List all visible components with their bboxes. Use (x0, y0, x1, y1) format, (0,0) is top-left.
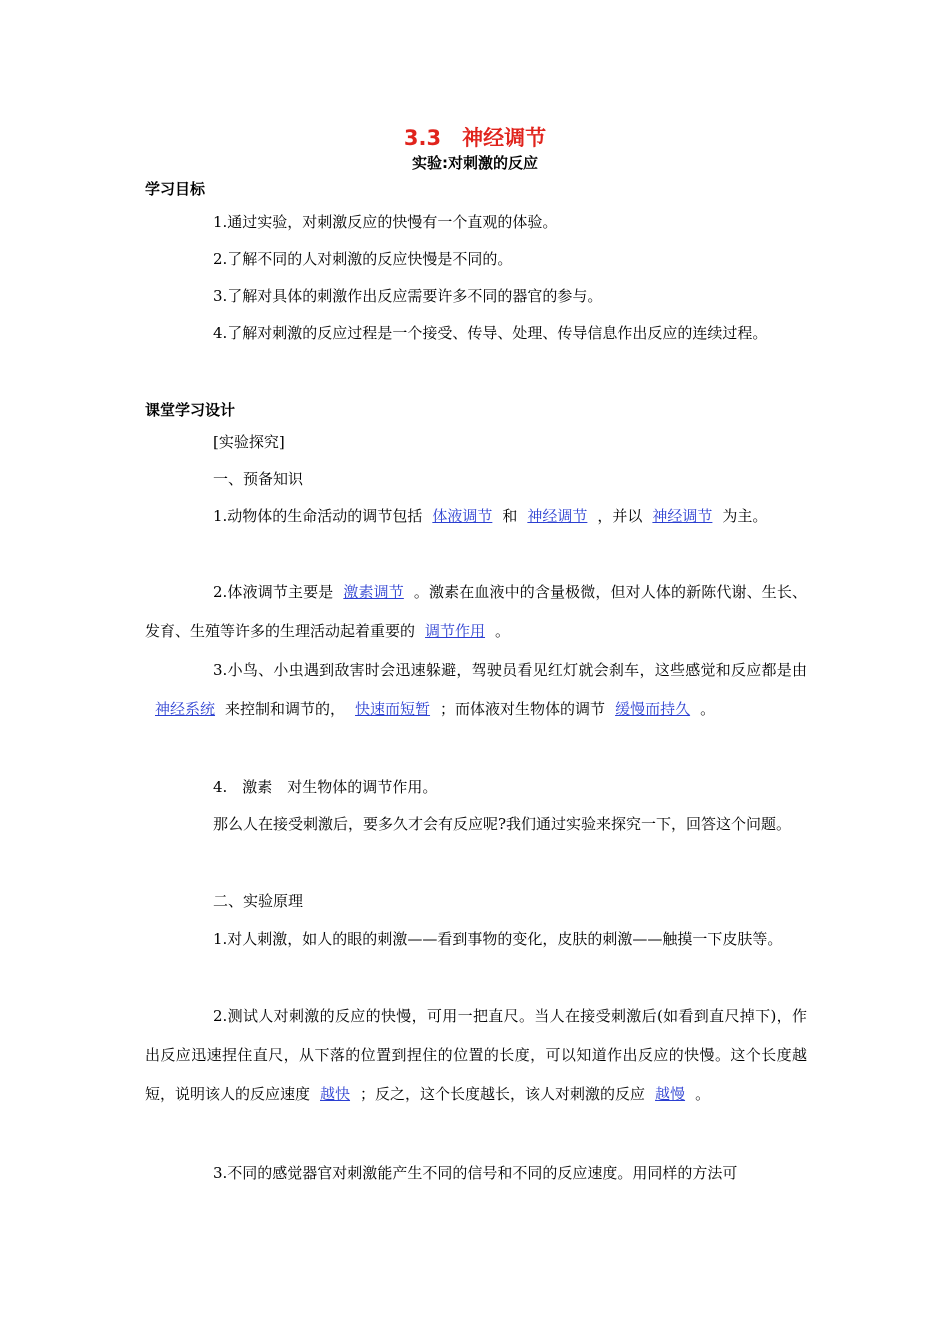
answer-blank: 体液调节 (432, 507, 493, 525)
page-subtitle: 实验:对刺激的反应 (412, 154, 538, 172)
answer-blank: 快速而短暂 (355, 700, 431, 718)
text-segment: 。 (495, 622, 511, 640)
inquiry-label: [实验探究] (213, 433, 285, 451)
goal-item: 4.了解对刺激的反应过程是一个接受、传导、处理、传导信息作出反应的连续过程。 (213, 324, 768, 342)
answer-blank: 神经调节 (527, 507, 588, 525)
answer-blank: 越慢 (655, 1085, 686, 1103)
text-segment: ，并以 (597, 507, 643, 525)
text-segment: 。 (700, 700, 716, 718)
answer-blank: 激素调节 (343, 583, 404, 601)
text-segment: ；反之，这个长度越长，该人对刺激的反应 (360, 1085, 646, 1103)
goal-item: 2.了解不同的人对刺激的反应快慢是不同的。 (213, 250, 513, 268)
answer-blank: 缓慢而持久 (615, 700, 691, 718)
question-4: 4. 激素 对生物体的调节作用。 (213, 778, 438, 796)
question-2 (145, 573, 807, 651)
question-3 (145, 651, 807, 729)
part-heading: 一、预备知识 (213, 470, 304, 488)
text-segment: 和 (502, 507, 518, 525)
page-title: 3.3 神经调节 (403, 126, 547, 150)
section-heading-goals: 学习目标 (145, 180, 206, 198)
goal-item: 3.了解对具体的刺激作出反应需要许多不同的器官的参与。 (213, 287, 603, 305)
text-segment: 。 (695, 1085, 711, 1103)
text-segment: 为主。 (722, 507, 768, 525)
text-segment: 2.体液调节主要是 (213, 583, 334, 601)
question-1 (145, 497, 807, 536)
principle-1: 1.对人刺激，如人的眼的刺激——看到事物的变化，皮肤的刺激——触摸一下皮肤等。 (213, 930, 783, 948)
answer-blank: 越快 (320, 1085, 351, 1103)
principle-2 (145, 997, 807, 1114)
section-heading-design: 课堂学习设计 (145, 401, 236, 419)
principle-3: 3.不同的感觉器官对刺激能产生不同的信号和不同的反应速度。用同样的方法可 (213, 1164, 738, 1182)
text-segment: ；而体液对生物体的调节 (440, 700, 606, 718)
goal-item: 1.通过实验，对刺激反应的快慢有一个直观的体验。 (213, 213, 558, 231)
part-heading: 二、实验原理 (213, 892, 304, 910)
text-segment: 3.小鸟、小虫遇到敌害时会迅速躲避，驾驶员看见红灯就会刹车，这些感觉和反应都是由 (213, 661, 807, 679)
answer-blank: 神经调节 (652, 507, 713, 525)
lead-question: 那么人在接受刺激后，要多久才会有反应呢?我们通过实验来探究一下，回答这个问题。 (213, 815, 792, 833)
text-segment: 来控制和调节的， (225, 700, 346, 718)
answer-blank: 神经系统 (155, 700, 216, 718)
text-segment: 2.测试人对刺激的反应的快慢，可用一把直尺。当人在接受刺激后(如看到直尺掉下)，作出反应迅速捏住直尺，从下落的位置到捏住的位置的长度，可以知道作出反应的快慢。这个长度越短，说明该人的反应速度 (145, 1007, 807, 1103)
answer-blank: 调节作用 (425, 622, 486, 640)
text-segment: 。激素在血液中的含量极微，但对人体的新陈代谢、生长、发育、生殖等许多的生理活动起着重要的 (145, 583, 807, 640)
text-segment: 1.动物体的生命活动的调节包括 (213, 507, 423, 525)
